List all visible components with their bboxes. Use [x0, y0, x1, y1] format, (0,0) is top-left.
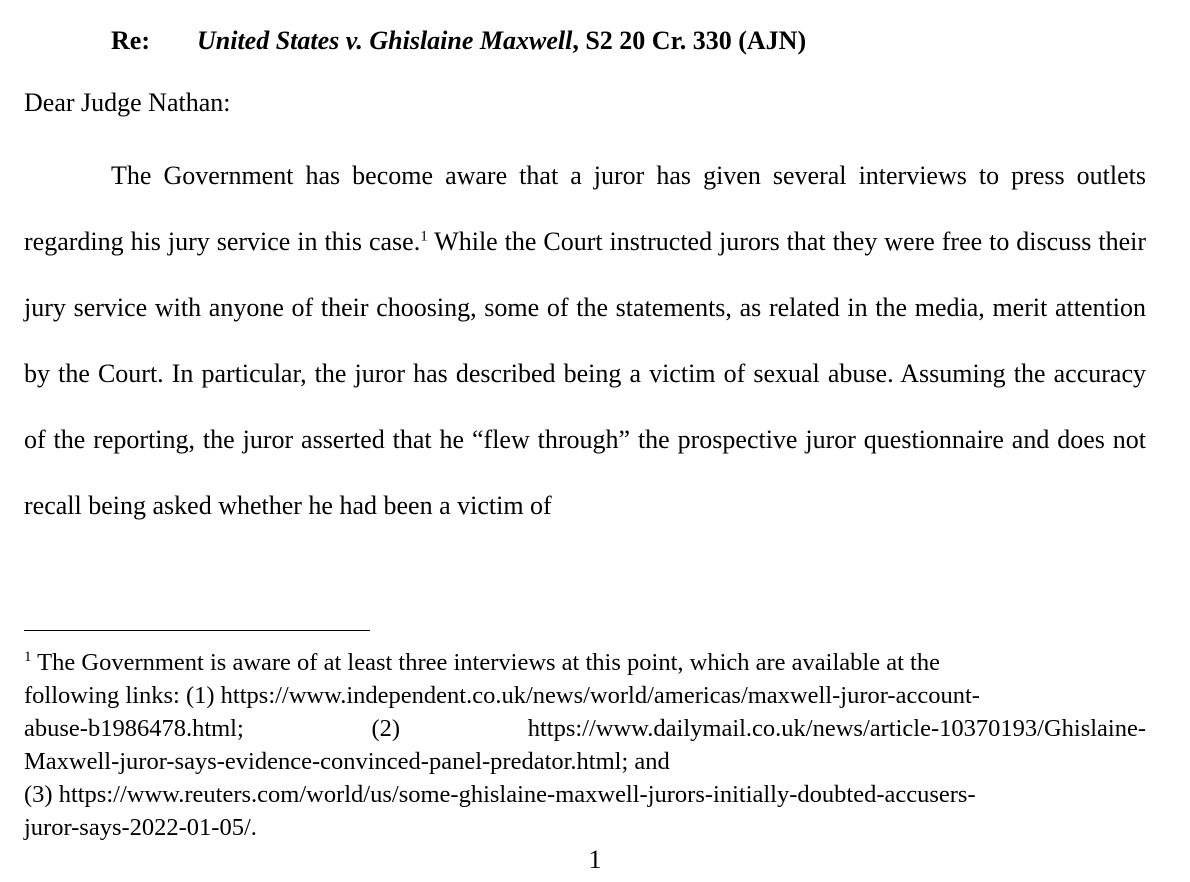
footnote-link-1-end[interactable]: abuse-b1986478.html; — [24, 715, 244, 742]
footnote-line-2[interactable]: following links: (1) https://www.independent.co.uk/news/world/americas/maxwell-juror-account- — [24, 682, 980, 709]
body-text-after-note: While the Court instructed jurors that they were free to discuss their jury service with anyone of their choosing, some of the statements, as related in the media, merit attention by the Court. In particular, the juror has described being a victim of sexual abuse. Assuming the accuracy of the reporting, the juror asserted that he “flew through” the prospective juror questionnaire and does not recall being asked whether he had been a victim of — [24, 227, 1146, 520]
re-line — [111, 26, 806, 56]
salutation: Dear Judge Nathan: — [24, 88, 231, 117]
footnote-divider — [24, 630, 370, 631]
footnote-line-3 — [24, 712, 1146, 745]
footnote-link-2-start[interactable]: https://www.dailymail.co.uk/news/article-10370193/Ghislaine- — [527, 715, 1146, 742]
case-name: United States v. Ghislaine Maxwell — [197, 26, 573, 55]
footnote-line-6[interactable]: juror-says-2022-01-05/. — [24, 814, 257, 841]
footnote-reference[interactable]: 1 — [420, 228, 428, 245]
footnote-line-4[interactable]: Maxwell-juror-says-evidence-convinced-panel-predator.html; and — [24, 748, 670, 775]
body-text-before-note: The Government has become aware that a juror has given several interviews to press outlets regarding his jury service in this case. — [24, 161, 1146, 256]
case-number: , S2 20 Cr. 330 (AJN) — [572, 26, 807, 55]
footnote-line-1 — [24, 646, 1146, 679]
footnote-item-2-label: (2) — [371, 715, 401, 742]
page-number: 1 — [588, 845, 602, 874]
footnote-number: 1 — [24, 648, 32, 665]
footnote — [24, 646, 1146, 844]
body-paragraph — [24, 143, 1146, 539]
footnote-line-1-text: The Government is aware of at least three interviews at this point, which are available at the — [31, 649, 940, 676]
re-label: Re: — [111, 26, 150, 55]
footnote-line-5[interactable]: (3) https://www.reuters.com/world/us/some-ghislaine-maxwell-jurors-initially-doubted-accusers- — [24, 781, 976, 808]
